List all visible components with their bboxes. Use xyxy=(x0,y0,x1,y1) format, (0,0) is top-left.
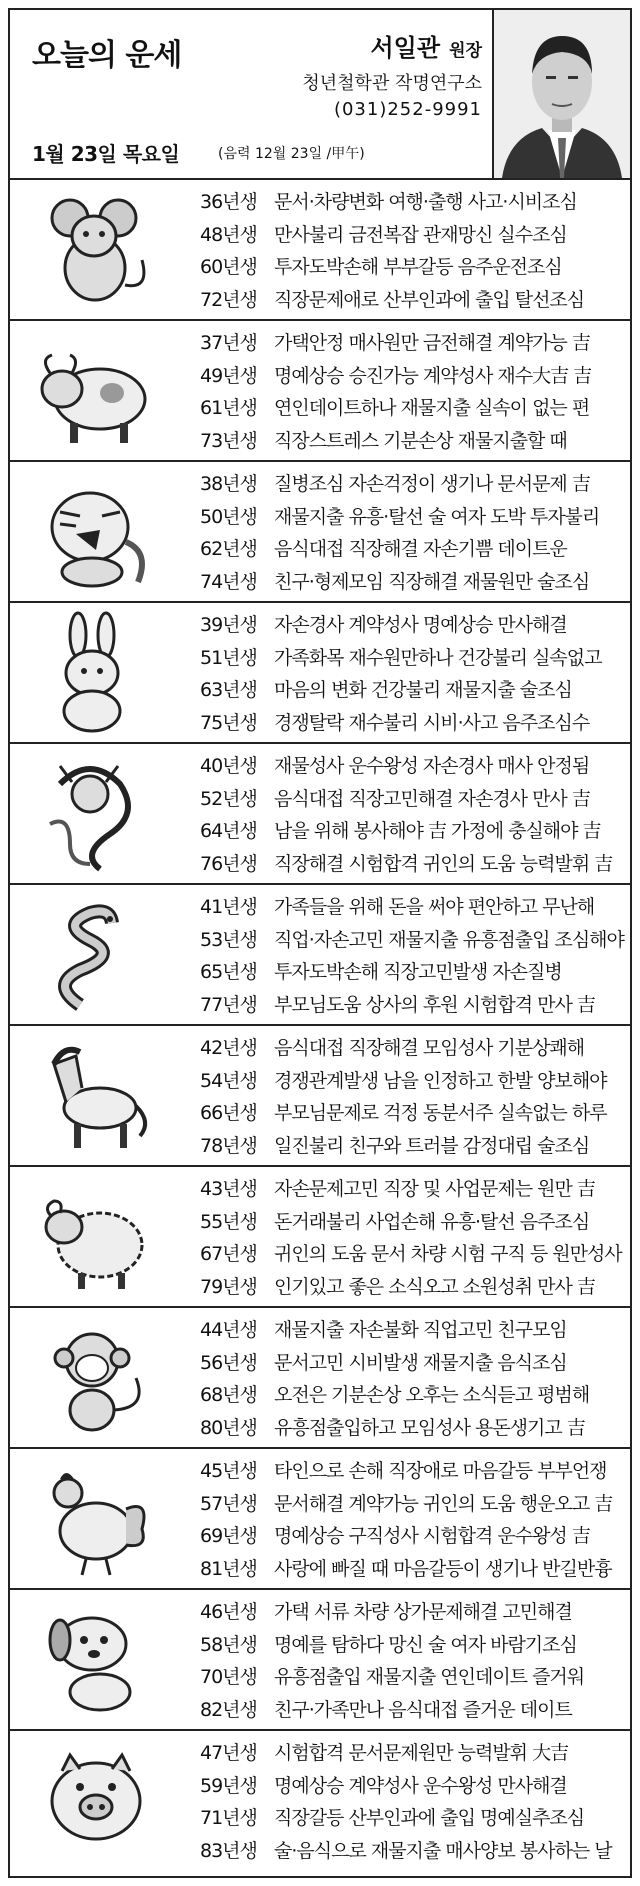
zodiac-row xyxy=(10,462,630,603)
zodiac-row xyxy=(10,1026,630,1167)
birth-year: 73년생 xyxy=(200,429,257,452)
fortune-text: 타인으로 손해 직장애로 마음갈등 부부언쟁 xyxy=(274,1460,607,1482)
fortune-entry xyxy=(200,392,630,425)
birth-year: 82년생 xyxy=(200,1698,257,1721)
fortune-entries xyxy=(200,1314,630,1444)
fortune-entry xyxy=(200,566,630,599)
birth-year: 53년생 xyxy=(200,928,257,951)
birth-year: 41년생 xyxy=(200,896,257,918)
zodiac-row xyxy=(10,885,630,1026)
fortune-text: 재물성사 운수왕성 자손경사 매사 안정됨 xyxy=(274,755,590,777)
fortune-entry xyxy=(200,1770,630,1803)
lunar-date: (음력 12월 23일 /甲午) xyxy=(218,146,365,162)
author-name: 서일관 xyxy=(370,34,441,62)
fortune-entry xyxy=(200,360,630,393)
birth-year: 83년생 xyxy=(200,1839,257,1862)
fortune-entry xyxy=(200,1553,630,1586)
fortune-entry xyxy=(200,1130,630,1163)
fortune-text: 연인데이트하나 재물지출 실속이 없는 편 xyxy=(274,397,590,419)
fortune-column xyxy=(8,8,632,1878)
pig-icon xyxy=(30,1741,160,1859)
birth-year: 77년생 xyxy=(200,993,257,1016)
fortune-entries xyxy=(200,1032,630,1162)
fortune-entry xyxy=(200,674,630,707)
birth-year: 66년생 xyxy=(200,1102,257,1124)
header xyxy=(10,10,630,180)
fortune-text: 가택 서류 차량 상가문제해결 고민해결 xyxy=(274,1601,572,1623)
fortune-entry xyxy=(200,1694,630,1727)
fortune-entry xyxy=(200,251,630,284)
fortune-entry xyxy=(200,1520,630,1553)
fortune-entry xyxy=(200,989,630,1022)
fortune-text: 유흥점출입하고 모임성사 용돈생기고 吉 xyxy=(274,1416,585,1439)
fortune-text: 직장문제애로 산부인과에 출입 탈선조심 xyxy=(274,288,585,311)
fortune-text: 유흥점출입 재물지출 연인데이트 즐거워 xyxy=(274,1666,585,1688)
birth-year: 44년생 xyxy=(200,1319,257,1341)
fortune-entry xyxy=(200,750,630,783)
birth-year: 72년생 xyxy=(200,288,257,311)
fortune-rows xyxy=(10,180,630,1872)
fortune-entries xyxy=(200,609,630,739)
birth-year: 46년생 xyxy=(200,1601,257,1623)
rabbit-icon xyxy=(30,613,160,731)
fortune-text: 가족들을 위해 돈을 써야 편안하고 무난해 xyxy=(274,896,595,918)
fortune-entry xyxy=(200,707,630,740)
fortune-text: 직장갈등 산부인과에 출입 명예실추조심 xyxy=(274,1807,585,1829)
fortune-text: 경쟁관계발생 남을 인정하고 한발 양보해야 xyxy=(274,1069,607,1092)
birth-year: 56년생 xyxy=(200,1351,257,1374)
birth-year: 74년생 xyxy=(200,570,257,593)
birth-year: 78년생 xyxy=(200,1134,257,1157)
fortune-entry xyxy=(200,783,630,816)
zodiac-row xyxy=(10,1308,630,1449)
fortune-entry xyxy=(200,186,630,219)
fortune-entries xyxy=(200,1737,630,1867)
dog-icon xyxy=(30,1600,160,1718)
fortune-text: 투자도박손해 직장고민발생 자손질병 xyxy=(274,961,562,983)
author-block xyxy=(302,28,482,120)
fortune-entry xyxy=(200,924,630,957)
phone-number: (031)252-9991 xyxy=(333,99,482,120)
birth-year: 49년생 xyxy=(200,364,257,387)
fortune-entry xyxy=(200,1629,630,1662)
dragon-icon xyxy=(30,754,160,872)
fortune-text: 돈거래불리 사업손해 유흥·탈선 음주조심 xyxy=(274,1210,590,1233)
fortune-text: 술·음식으로 재물지출 매사양보 봉사하는 날 xyxy=(274,1839,612,1862)
birth-year: 61년생 xyxy=(200,397,257,419)
fortune-text: 문서해결 계약가능 귀인의 도움 행운오고 吉 xyxy=(274,1492,613,1515)
fortune-text: 경쟁탈락 재수불리 시비·사고 음주조심수 xyxy=(274,711,590,734)
fortune-text: 문서·차량변화 여행·출행 사고·시비조심 xyxy=(274,191,577,213)
fortune-entries xyxy=(200,1596,630,1726)
birth-year: 50년생 xyxy=(200,505,257,528)
fortune-entry xyxy=(200,1347,630,1380)
fortune-text: 음식대접 직장해결 모임성사 기분상쾌해 xyxy=(274,1037,585,1059)
monkey-icon xyxy=(30,1318,160,1436)
fortune-text: 귀인의 도움 문서 차량 시험 구직 등 원만성사 xyxy=(274,1243,622,1265)
birth-year: 67년생 xyxy=(200,1243,257,1265)
date-label: 1월 23일 목요일 xyxy=(32,142,180,166)
birth-year: 60년생 xyxy=(200,256,257,278)
birth-year: 55년생 xyxy=(200,1210,257,1233)
fortune-entry xyxy=(200,284,630,317)
fortune-entry xyxy=(200,425,630,458)
fortune-text: 재물지출 자손불화 직업고민 친구모임 xyxy=(274,1319,567,1341)
fortune-entry xyxy=(200,501,630,534)
birth-year: 63년생 xyxy=(200,679,257,701)
zodiac-row xyxy=(10,1590,630,1731)
birth-year: 54년생 xyxy=(200,1069,257,1092)
fortune-entry xyxy=(200,1065,630,1098)
fortune-entry xyxy=(200,848,630,881)
fortune-text: 사랑에 빠질 때 마음갈등이 생기나 반길반흉 xyxy=(274,1557,612,1580)
fortune-entries xyxy=(200,1173,630,1303)
fortune-text: 자손경사 계약성사 명예상승 만사해결 xyxy=(274,614,567,636)
author-photo xyxy=(492,10,630,178)
fortune-entry xyxy=(200,1173,630,1206)
fortune-text: 친구·가족만나 음식대접 즐거운 데이트 xyxy=(274,1698,572,1721)
fortune-entry xyxy=(200,1488,630,1521)
birth-year: 79년생 xyxy=(200,1275,257,1298)
fortune-text: 직장해결 시험합격 귀인의 도움 능력발휘 吉 xyxy=(274,852,613,875)
zodiac-row xyxy=(10,1449,630,1590)
birth-year: 80년생 xyxy=(200,1416,257,1439)
snake-icon xyxy=(30,895,160,1013)
birth-year: 69년생 xyxy=(200,1525,257,1547)
fortune-entry xyxy=(200,1238,630,1271)
fortune-text: 남을 위해 봉사해야 吉 가정에 충실해야 吉 xyxy=(274,820,601,842)
sheep-icon xyxy=(30,1177,160,1295)
fortune-entry xyxy=(200,1412,630,1445)
birth-year: 75년생 xyxy=(200,711,257,734)
fortune-text: 부모님문제로 걱정 동분서주 실속없는 하루 xyxy=(274,1102,607,1124)
fortune-entry xyxy=(200,468,630,501)
fortune-text: 투자도박손해 부부갈등 음주운전조심 xyxy=(274,256,562,278)
fortune-entries xyxy=(200,750,630,880)
birth-year: 48년생 xyxy=(200,223,257,246)
birth-year: 57년생 xyxy=(200,1492,257,1515)
fortune-entry xyxy=(200,1661,630,1694)
fortune-entries xyxy=(200,468,630,598)
fortune-text: 명예를 탐하다 망신 술 여자 바람기조심 xyxy=(274,1633,577,1656)
birth-year: 47년생 xyxy=(200,1742,257,1764)
fortune-entry xyxy=(200,1802,630,1835)
birth-year: 59년생 xyxy=(200,1774,257,1797)
horse-icon xyxy=(30,1036,160,1154)
birth-year: 70년생 xyxy=(200,1666,257,1688)
fortune-text: 질병조심 자손걱정이 생기나 문서문제 吉 xyxy=(274,473,590,495)
fortune-entry xyxy=(200,1737,630,1770)
fortune-entry xyxy=(200,891,630,924)
fortune-text: 시험합격 문서문제원만 능력발휘 大吉 xyxy=(274,1742,569,1764)
birth-year: 62년생 xyxy=(200,538,257,560)
fortune-text: 만사불리 금전복잡 관재망신 실수조심 xyxy=(274,223,567,246)
fortune-text: 재물지출 유흥·탈선 술 여자 도박 투자불리 xyxy=(274,505,600,528)
fortune-entries xyxy=(200,327,630,457)
birth-year: 65년생 xyxy=(200,961,257,983)
birth-year: 52년생 xyxy=(200,787,257,810)
fortune-entry xyxy=(200,1455,630,1488)
fortune-entry xyxy=(200,1314,630,1347)
fortune-text: 부모님도움 상사의 후원 시험합격 만사 吉 xyxy=(274,993,595,1016)
birth-year: 39년생 xyxy=(200,614,257,636)
institute-name: 청년철학관 작명연구소 xyxy=(302,73,482,94)
fortune-entry xyxy=(200,533,630,566)
birth-year: 36년생 xyxy=(200,191,257,213)
fortune-entry xyxy=(200,1379,630,1412)
birth-year: 64년생 xyxy=(200,820,257,842)
fortune-entry xyxy=(200,1835,630,1868)
birth-year: 42년생 xyxy=(200,1037,257,1059)
fortune-text: 문서고민 시비발생 재물지출 음식조심 xyxy=(274,1351,567,1374)
fortune-entry xyxy=(200,1596,630,1629)
birth-year: 68년생 xyxy=(200,1384,257,1406)
birth-year: 71년생 xyxy=(200,1807,257,1829)
zodiac-row xyxy=(10,603,630,744)
fortune-text: 명예상승 구직성사 시험합격 운수왕성 吉 xyxy=(274,1525,590,1547)
author-role: 원장 xyxy=(449,41,482,61)
birth-year: 58년생 xyxy=(200,1633,257,1656)
fortune-text: 일진불리 친구와 트러블 감정대립 술조심 xyxy=(274,1134,590,1157)
fortune-text: 마음의 변화 건강불리 재물지출 술조심 xyxy=(274,679,572,701)
birth-year: 38년생 xyxy=(200,473,257,495)
fortune-entry xyxy=(200,642,630,675)
rat-icon xyxy=(30,190,160,308)
fortune-entry xyxy=(200,1097,630,1130)
fortune-text: 가족화목 재수원만하나 건강불리 실속없고 xyxy=(274,646,602,669)
zodiac-row xyxy=(10,1731,630,1872)
fortune-entry xyxy=(200,1206,630,1239)
fortune-entry xyxy=(200,1032,630,1065)
fortune-entry xyxy=(200,327,630,360)
fortune-text: 오전은 기분손상 오후는 소식듣고 평범해 xyxy=(274,1384,590,1406)
ox-icon xyxy=(30,331,160,449)
fortune-text: 직장스트레스 기분손상 재물지출할 때 xyxy=(274,429,567,452)
fortune-entry xyxy=(200,609,630,642)
fortune-text: 명예상승 승진가능 계약성사 재수大吉 吉 xyxy=(274,364,592,387)
fortune-entry xyxy=(200,815,630,848)
zodiac-row xyxy=(10,1167,630,1308)
rooster-icon xyxy=(30,1459,160,1577)
tiger-icon xyxy=(30,472,160,590)
fortune-entry xyxy=(200,956,630,989)
fortune-text: 인기있고 좋은 소식오고 소원성취 만사 吉 xyxy=(274,1275,595,1298)
fortune-text: 직업·자손고민 재물지출 유흥점출입 조심해야 xyxy=(274,928,624,951)
fortune-entry xyxy=(200,1271,630,1304)
birth-year: 81년생 xyxy=(200,1557,257,1580)
fortune-text: 음식대접 직장해결 자손기쁨 데이트운 xyxy=(274,538,567,560)
birth-year: 51년생 xyxy=(200,646,257,669)
fortune-entries xyxy=(200,891,630,1021)
birth-year: 37년생 xyxy=(200,332,257,354)
birth-year: 45년생 xyxy=(200,1460,257,1482)
birth-year: 40년생 xyxy=(200,755,257,777)
zodiac-row xyxy=(10,321,630,462)
fortune-text: 음식대접 직장고민해결 자손경사 만사 吉 xyxy=(274,787,590,810)
zodiac-row xyxy=(10,180,630,321)
fortune-entries xyxy=(200,1455,630,1585)
zodiac-row xyxy=(10,744,630,885)
fortune-text: 명예상승 계약성사 운수왕성 만사해결 xyxy=(274,1774,567,1797)
birth-year: 43년생 xyxy=(200,1178,257,1200)
fortune-entry xyxy=(200,219,630,252)
fortune-entries xyxy=(200,186,630,316)
fortune-text: 가택안정 매사원만 금전해결 계약가능 吉 xyxy=(274,332,590,354)
birth-year: 76년생 xyxy=(200,852,257,875)
fortune-text: 친구·형제모임 직장해결 재물원만 술조심 xyxy=(274,570,590,593)
fortune-text: 자손문제고민 직장 및 사업문제는 원만 吉 xyxy=(274,1178,595,1200)
page-title: 오늘의 운세 xyxy=(32,38,182,73)
